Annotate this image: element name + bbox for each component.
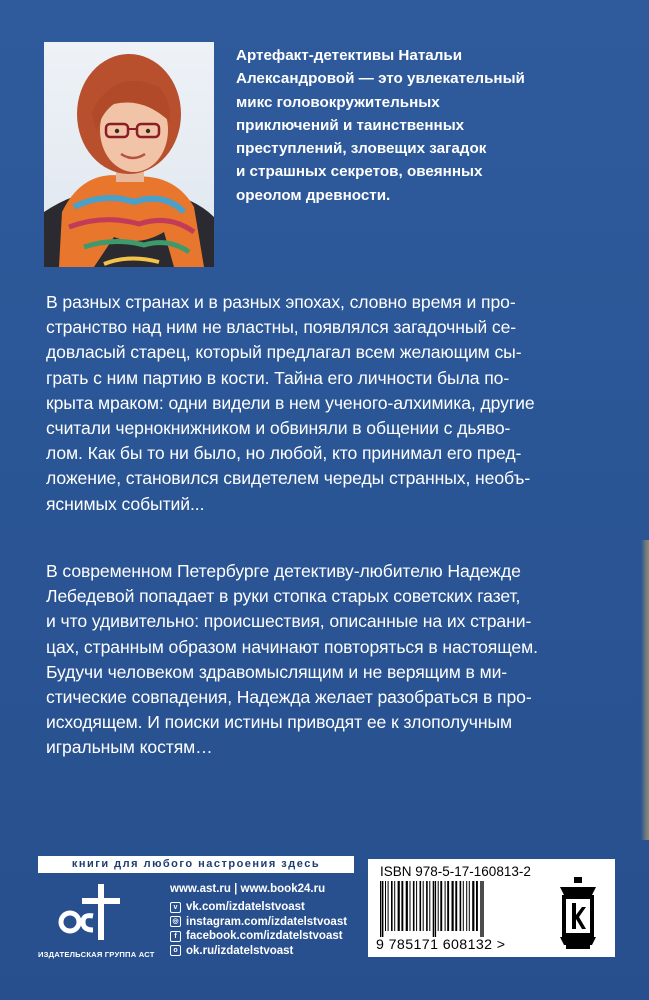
publisher-links	[170, 882, 360, 958]
barcode-bar	[420, 881, 422, 931]
author-portrait	[44, 42, 214, 267]
barcode-bar	[385, 881, 386, 931]
barcode-bar	[394, 881, 395, 931]
barcode-bar	[463, 881, 464, 931]
barcode-bar	[401, 881, 403, 931]
author-blurb: Артефакт-детективы Натальи Александровой — это увлекательный микс головокружительных приключений и таинственных преступлений, зловещих загадок и страшных секретов, овеянных ореолом древности.	[236, 47, 525, 204]
barcode-digits: 9 785171 608132 >	[376, 937, 506, 953]
barcode-bar	[469, 881, 470, 931]
barcode-bar	[423, 881, 424, 931]
barcode-bar	[382, 881, 383, 937]
isbn-label: ISBN 978-5-17-160813-2	[380, 864, 531, 879]
barcode-bar	[416, 881, 417, 931]
barcode-bar	[472, 881, 474, 931]
social-link-text: facebook.com/izdatelstvoast	[186, 930, 343, 943]
barcode-bar	[398, 881, 400, 931]
barcode	[378, 881, 548, 937]
facebook-icon: f	[170, 931, 181, 942]
barcode-bar	[435, 881, 436, 937]
barcode-bar	[429, 881, 430, 931]
social-link-instagram[interactable]	[170, 915, 360, 930]
synopsis-paragraph-1: В разных странах и в разных эпохах, словно время и про- странство над ним не властны, появлялся загадочный се- довласый старец, который предлагал всем желающим сы- грать с ним партию в кости. Тайна его личности была по- крыта мраком: одни видели в нем ученого-алхимика, другие считали чернокнижником и обвиняли в общении с дьяво- лом. Как бы то ни было, но любой, кто принимал его пред- ложение, становился свидетелем череды странных, необъ- яснимых событий...	[46, 292, 535, 514]
barcode-bar	[406, 881, 408, 931]
barcode-bar	[413, 881, 415, 931]
barcode-bar	[388, 881, 389, 931]
barcode-bar	[480, 881, 481, 937]
lantern-emblem-icon	[552, 877, 604, 951]
social-link-text: vk.com/izdatelstvoast	[186, 901, 305, 914]
publisher-caption: ИЗДАТЕЛЬСКАЯ ГРУППА АСТ	[38, 950, 155, 959]
barcode-bar	[438, 881, 439, 931]
ok-icon: o	[170, 945, 181, 956]
publisher-tagline: книги для любого настроения здесь	[38, 856, 354, 873]
adjacent-book-edge	[641, 540, 649, 840]
barcode-bar	[466, 881, 467, 931]
social-link-ok[interactable]	[170, 944, 360, 959]
publisher-band	[38, 856, 354, 966]
barcode-bar	[440, 881, 442, 931]
barcode-bar	[426, 881, 428, 931]
instagram-icon: ◎	[170, 916, 181, 927]
barcode-bar	[452, 881, 454, 931]
barcode-bar	[476, 881, 478, 931]
barcode-bar	[460, 881, 462, 931]
social-link-facebook[interactable]	[170, 929, 360, 944]
social-link-text: ok.ru/izdatelstvoast	[186, 944, 294, 957]
barcode-bar	[482, 881, 483, 937]
social-link-text: instagram.com/izdatelstvoast	[186, 915, 348, 928]
social-link-vk[interactable]	[170, 900, 360, 915]
barcode-bar	[433, 881, 434, 937]
barcode-bar	[410, 881, 411, 931]
vk-icon: v	[170, 902, 181, 913]
barcode-bar	[391, 881, 393, 931]
barcode-bar	[445, 881, 446, 931]
barcode-bar	[380, 881, 381, 937]
barcode-bar	[447, 881, 449, 931]
synopsis-paragraph-2: В современном Петербурге детективу-любителю Надежде Лебедевой попадает в руки стопка старых советских газет, и что удивительно: происшествия, описанные на их страни- цах, странным образом начинают повторяться в настоящем. Будучи человеком здравомыслящим и не верящим в ми- стические совпадения, Надежда желает разобраться в про- исходящем. И поиски истины приводят ее к злополучным игральным костям…	[46, 561, 538, 758]
barcode-bar	[455, 881, 457, 931]
publisher-sites[interactable]: www.ast.ru | www.book24.ru	[170, 883, 326, 895]
isbn-barcode-box	[368, 859, 615, 957]
